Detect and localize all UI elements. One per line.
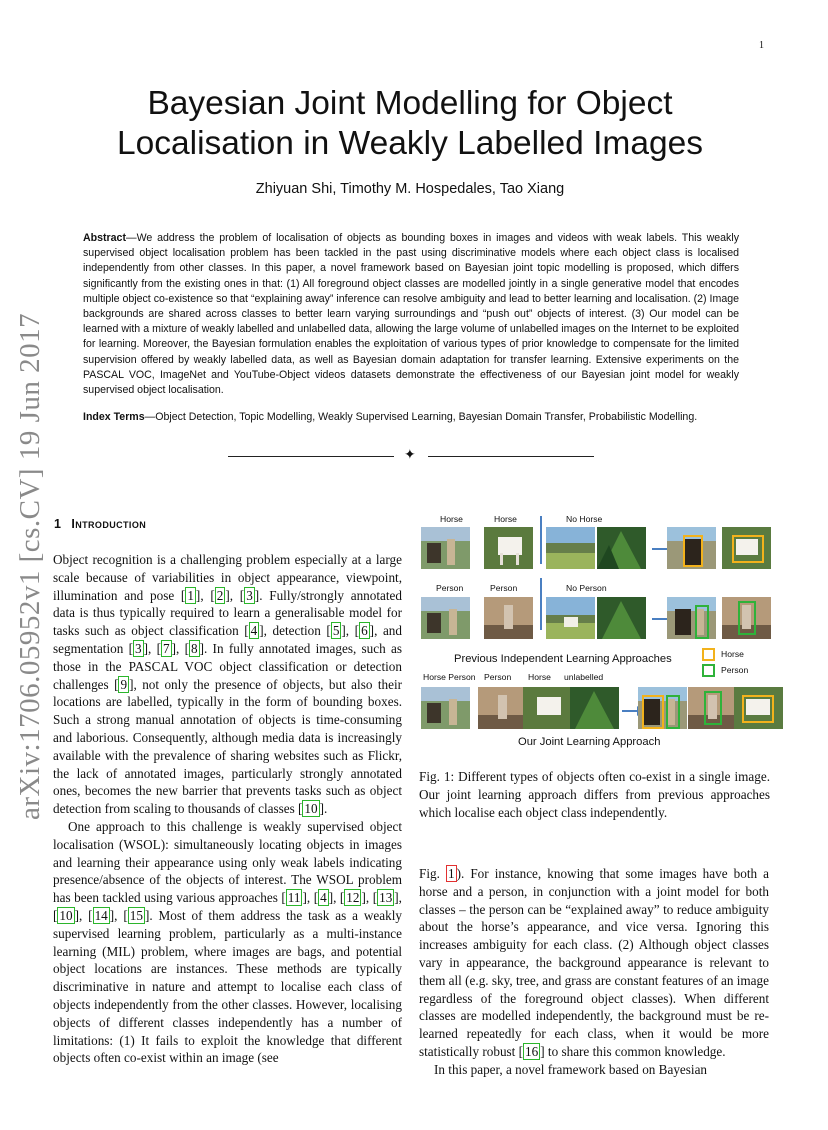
horse-photo — [484, 527, 533, 569]
legend-swatch-horse — [702, 648, 715, 661]
horse-bounding-box — [732, 535, 764, 563]
title-line-2: Localisation in Weakly Labelled Images — [117, 125, 703, 162]
title-line-1: Bayesian Joint Modelling for Object — [147, 85, 673, 122]
arxiv-stamp: arXiv:1706.05952v1 [cs.CV] 19 Jun 2017 — [14, 312, 46, 820]
separator-line-left — [228, 456, 394, 457]
row2-label: No Person — [566, 583, 607, 593]
horse-bounding-box — [642, 695, 664, 729]
divider-line — [540, 578, 542, 630]
person-photo — [484, 597, 533, 639]
horse-photo — [523, 687, 572, 729]
row2-label: Person — [490, 583, 518, 593]
unlabelled-photo — [570, 687, 619, 729]
joint-result-photo — [734, 687, 783, 729]
horse-bounding-box — [683, 535, 703, 567]
citation-link[interactable]: 2 — [216, 587, 224, 603]
separator-glyph: ✦ — [404, 448, 416, 463]
citation-link[interactable]: 1 — [187, 587, 194, 603]
citation-link[interactable]: 15 — [129, 907, 143, 923]
paragraph: Object recognition is a challenging problem especially at a large scale because of variabilities in object appearance, viewpoint, illumination and pose [ 1 ], [ 2 ], [ 3 ]. Fully/strongly annotated data is thus typically required to learn a generalisable model for tasks such as object classification [ 4 ], detection [ 5 ], [ 6 ], and segmentation [ 3 ], [ 7 ], [ 8 ]. In fully annotated images, such as those in the PASCAL VOC object classification or detection challenges [ 9 ], not only the presence of objects, but also their locations are labelled, typically in the form of bounding boxes. Such a strong manual annotation of objects is time-consuming and laborious. Consequently, although media data is increasingly available with the prevalence of sharing websites such as Flickr, the lack of annotated images, particularly strongly annotated ones, becomes the new barrier that prevents tasks such as object detection from scaling to thousands of classes [ 10 ]. — [53, 552, 403, 817]
citation-link[interactable]: 8 — [190, 640, 198, 656]
abstract-text: —We address the problem of localisation of objects as bounding boxes in images and videos with weak labels. This weakly supervised object localisation problem has been tackled in the past using discriminative models where each object class is localised independently from other classes. In this paper, a novel framework based on Bayesian joint topic modelling is proposed, which differs significantly from the existing ones in that: (1) All foreground object classes are modelled jointly in a single generative model that encodes multiple object co-existence so that “explaining away” inference can resolve ambiguity and lead to better learning and localisation. (2) Image backgrounds are shared across classes to better learn varying surroundings and “push out” objects of interest. (3) Our model can be learned with a mixture of weakly labelled and unlabelled data, allowing the large volume of unlabelled images on the Internet to be exploited for learning. Moreover, the Bayesian formulation enables the exploitation of various types of prior knowledge to compensate for the limited supervision offered by weakly labelled data, as well as Bayesian domain adaptation for transfer learning. Extensive experiments on the PASCAL VOC, ImageNet and YouTube-Object videos datasets demonstrate the effectiveness of our Bayesian joint model for weakly supervised object localisation. — [83, 232, 739, 397]
citation-link[interactable]: 9 — [120, 676, 128, 692]
horse-result-photo — [722, 527, 771, 569]
citation-link[interactable]: 7 — [163, 640, 170, 656]
person-bounding-box — [666, 695, 680, 729]
row3-label: Horse — [528, 672, 551, 682]
person-result-photo — [722, 597, 771, 639]
joint-result-photo — [638, 687, 687, 729]
arrow — [622, 710, 638, 712]
separator-line-right — [428, 456, 594, 457]
citation-link[interactable]: 10 — [304, 801, 318, 817]
joint-result-photo — [688, 687, 737, 729]
section-number: 1 — [54, 517, 62, 531]
row1-label: Horse — [494, 514, 517, 524]
horse-photo — [421, 527, 470, 569]
citation-link[interactable]: 6 — [361, 623, 368, 639]
citation-link[interactable]: 3 — [246, 587, 253, 603]
citation-link[interactable]: 10 — [59, 907, 73, 923]
row3-label: Horse Person — [423, 672, 476, 682]
row3-label: unlabelled — [564, 672, 604, 682]
section-title: Introduction — [71, 517, 147, 531]
horse-person-photo — [421, 687, 470, 729]
tree-photo — [597, 527, 646, 569]
person-photo — [478, 687, 527, 729]
row1-label: No Horse — [566, 514, 603, 524]
horse-result-photo — [667, 527, 716, 569]
citation-link[interactable]: 16 — [525, 1043, 539, 1059]
person-bounding-box — [704, 691, 722, 725]
section-separator — [228, 449, 594, 463]
index-terms-label: Index Terms — [83, 411, 145, 423]
citation-link[interactable]: 12 — [346, 890, 360, 906]
page-number: 1 — [759, 40, 764, 51]
horse-bounding-box — [742, 695, 774, 723]
left-column-text — [53, 551, 402, 1067]
figure-link[interactable]: 1 — [447, 866, 455, 881]
landscape-photo — [546, 527, 595, 569]
paragraph: One approach to this challenge is weakly supervised object localisation (WSOL): simultaneously locating objects in images and learning their appearance using only weak labels indicating presence/absence of the objects of interest. The WSOL problem has been tackled using various approaches [ 11 ], [ 4 ], [ 12 ], [ 13 ], [ 10 ], [ 14 ], [ 15 ]. Most of them address the task as a weakly supervised learning problem, particularly as a multi-instance learning (MIL) problem, where images are bags, and potential object locations are instances. These methods are typically discriminative in nature and attempt to localise each class of objects independently from the other classes. However, localising objects of different classes independently has a number of limitations: (1) It fails to exploit the knowledge that different objects often co-exist within an image (see — [53, 818, 402, 1066]
divider-line — [540, 516, 542, 564]
person-result-photo — [667, 597, 716, 639]
row3-label: Person — [484, 672, 512, 682]
citation-link[interactable]: 5 — [332, 623, 340, 639]
citation-link[interactable]: 11 — [287, 890, 301, 906]
figure-1 — [416, 510, 772, 755]
tree-photo — [597, 597, 646, 639]
abstract — [83, 231, 739, 398]
person-bounding-box — [738, 601, 756, 635]
legend-label-horse: Horse — [721, 649, 744, 659]
citation-link[interactable]: 4 — [320, 890, 327, 906]
row1-label: Horse — [440, 514, 463, 524]
abstract-label: Abstract — [83, 232, 126, 244]
index-terms-text: —Object Detection, Topic Modelling, Weakly Supervised Learning, Bayesian Domain Transfer, Probabilistic Modelling. — [144, 411, 698, 423]
section-heading — [54, 517, 146, 531]
right-column-text — [419, 865, 769, 1079]
paper-title — [60, 84, 760, 164]
row2-label: Person — [436, 583, 464, 593]
figure-caption: Fig. 1: Different types of objects often co-exist in a single image. Our joint learning approach differs from previous approaches which localise each object class independently. — [419, 769, 770, 820]
legend-label-person: Person — [721, 665, 749, 675]
joint-approach-caption: Our Joint Learning Approach — [518, 736, 661, 748]
paragraph: In this paper, a novel framework based on Bayesian — [434, 1061, 708, 1077]
citation-link[interactable]: 4 — [250, 623, 258, 639]
independent-approach-caption: Previous Independent Learning Approaches — [454, 653, 672, 665]
citation-link[interactable]: 14 — [94, 907, 108, 923]
index-terms — [83, 410, 739, 425]
person-bounding-box — [695, 605, 709, 639]
landscape-photo — [546, 597, 595, 639]
citation-link[interactable]: 3 — [135, 640, 142, 656]
authors: Zhiyuan Shi, Timothy M. Hospedales, Tao Xiang — [255, 181, 565, 197]
citation-link[interactable]: 13 — [379, 890, 393, 906]
paragraph: Fig. 1 ). For instance, knowing that some images have both a horse and a person, in conjunction with a joint model for both classes – the person can be “explained away” to reduce ambiguity about the horse’s appearance, and vice versa. Ignoring this increases ambiguity for each class. (2) Although object classes vary in appearance, the background appearance is relevant to them all (e.g. sky, tree, and grass are constant features of an image regardless of the foreground object classes). When different classes are modelled independently, the background must be re-learned repeatedly for each class, when it would be more statistically robust [ 16 ] to share this common knowledge. — [419, 866, 770, 1059]
legend-swatch-person — [702, 664, 715, 677]
person-photo — [421, 597, 470, 639]
